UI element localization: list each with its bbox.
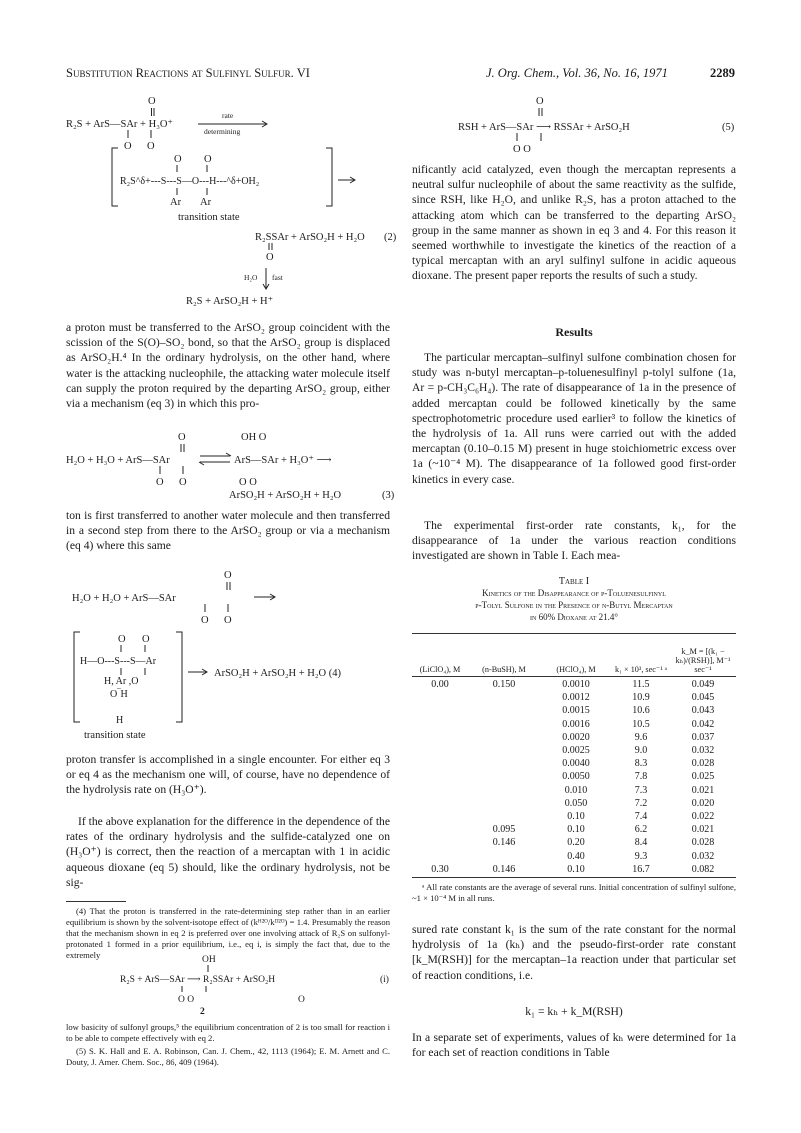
left-paragraph-3: proton transfer is accomplished in a single encounter. For either eq 3 or eq 4 as the mechanism one will, of course, have no dependence of the hydrolysis rate on (H₃O⁺). — [66, 753, 390, 797]
table-row — [412, 744, 736, 757]
ts1-body: R₂S^δ+---S---S—O---H---^δ+OH₂ — [120, 176, 260, 187]
equation-i-diagram — [66, 950, 390, 1016]
svg-text:O: O — [147, 141, 155, 152]
svg-text:O: O — [179, 477, 187, 488]
table-cell: 0.025 — [691, 771, 715, 783]
table-cell — [468, 691, 540, 704]
table-cell: 0.0050 — [562, 771, 590, 783]
svg-text:O: O — [174, 154, 182, 165]
table-cell: 0.082 — [691, 863, 715, 875]
table-cell: 0.146 — [492, 863, 516, 875]
svg-text:O: O — [201, 615, 209, 626]
table-row — [412, 691, 736, 704]
table-cell: 11.5 — [632, 679, 650, 691]
table-cell: 0.10 — [567, 863, 585, 875]
left-paragraph-1: a proton must be transferred to the ArSO₂ group coincident with the scission of the S(O)–SO₂ bond, so that the ArSO₂ group is displaced as ArSO₂H.⁴ In the ordinary hydrolysis, on the other hand, where water is the attacking nucleophile, the attacking water molecule itself can supply the proton required by the departing ArSO₂ group, either via a mechanism (eq 3) in which this pro- — [66, 321, 390, 411]
running-title: Substitution Reactions at Sulfinyl Sulfur. VI — [66, 66, 310, 80]
right-paragraph-4: sured rate constant k₁ is the sum of the rate constant for the normal hydrolysis of 1a (kₕ) and the pseudo-first-order rate constant [k_M(RSH)] for the mercaptan–1a reaction under that particular set of reaction conditions, i.e. — [412, 923, 736, 982]
table-cell: 10.6 — [632, 705, 650, 717]
table-cell: 0.032 — [691, 745, 715, 757]
footnote-4-continued: low basicity of sulfonyl groups,⁵ the equilibrium concentration of 2 is too small for reaction i to be able to compete effectively with eq 2. — [66, 1022, 390, 1043]
table-footnote: ᵃ All rate constants are the average of several runs. Initial concentration of sulfinyl sulfone, ~1 × 10⁻⁴ M in all runs. — [412, 882, 736, 903]
table-cell — [468, 797, 540, 810]
svg-text:RSH + ArS—SAr ⟶ RSSAr + ArSO₂H: RSH + ArS—SAr ⟶ RSSAr + ArSO₂H — [458, 122, 630, 133]
table-cell: 7.2 — [634, 797, 648, 809]
svg-text:H₂O + H₂O + ArS—SAr: H₂O + H₂O + ArS—SAr — [72, 593, 176, 604]
table-cell — [468, 784, 540, 797]
svg-text:O: O — [124, 141, 132, 152]
table-row — [412, 678, 736, 691]
table-cell — [412, 849, 468, 862]
svg-text:Ar: Ar — [200, 197, 212, 208]
svg-text:O: O — [224, 570, 232, 581]
table-cell — [412, 770, 468, 783]
svg-text:O: O — [156, 477, 164, 488]
svg-text:O O: O O — [239, 477, 257, 488]
table-cell: 0.095 — [492, 824, 516, 836]
table-cell: 0.0010 — [562, 679, 590, 691]
table-cell: 0.045 — [691, 692, 715, 704]
table-cell: 0.050 — [564, 797, 588, 809]
svg-text:O: O — [266, 252, 274, 263]
table-cell: 0.049 — [691, 679, 715, 691]
table-row — [412, 823, 736, 836]
table-cell: 0.0012 — [562, 692, 590, 704]
svg-text:R₂S + ArS—SAr ⟶ R₂SSAr + ArSO₂: R₂S + ArS—SAr ⟶ R₂SSAr + ArSO₂H — [120, 975, 276, 985]
svg-text:OH: OH — [202, 955, 216, 965]
table-cell: 0.028 — [691, 837, 715, 849]
table-cell — [468, 810, 540, 823]
table-cell: 0.40 — [567, 850, 585, 862]
svg-text:OH O: OH O — [241, 432, 267, 443]
table-cell: 0.032 — [691, 850, 715, 862]
equation-5-diagram — [412, 92, 746, 154]
equation-2-diagram — [66, 92, 400, 306]
table-cell: 0.022 — [691, 810, 715, 822]
table-row — [412, 731, 736, 744]
svg-text:H—O---S---S—Ar: H—O---S---S—Ar — [80, 656, 157, 667]
table-row — [412, 718, 736, 731]
table-cell — [468, 849, 540, 862]
table-cell: 10.9 — [632, 692, 650, 704]
table-cell: 9.3 — [634, 850, 648, 862]
svg-text:O: O — [118, 634, 126, 645]
table-cell: 0.10 — [567, 810, 585, 822]
table-row — [412, 784, 736, 797]
table-row — [412, 757, 736, 770]
svg-text:O O: O O — [513, 144, 531, 154]
table-cell: 0.0015 — [562, 705, 590, 717]
table-cell — [412, 797, 468, 810]
table-header-row: (LiClO₄), M (n-BuSH), M (HClO₄), M k₁ × 10³, sec⁻¹ ᵃ k_M = [(k₁ − kₕ)/(RSH)], M⁻¹ sec⁻¹ — [419, 647, 731, 674]
table-cell: 8.4 — [634, 837, 648, 849]
table-cell: 9.0 — [634, 745, 648, 757]
table-top-rule — [412, 633, 736, 634]
right-paragraph-2: The particular mercaptan–sulfinyl sulfone combination chosen for study was n-butyl mercaptan–p-toluenesulfinyl p-tolyl sulfone (1a, Ar = p-CH₃C₆H₄). The rate of disappearance of 1a in the presence of added mercaptan could be followed kinetically by the same spectrophotometric procedure used earlier³ to follow the kinetics of the hydrolysis of 1a. All runs were carried out with the added mercaptan (0.10–0.15 M) present in huge stoichiometric excess over 1a (~10⁻⁴ M). The disappearance of 1a followed good first-order kinetics in every case. — [412, 351, 736, 486]
table-caption: Table I Kinetics of the Disappearance of p-Toluenesulfinyl p-Tolyl Sulfone in the Presence of n-Butyl Mercaptan in 60% Dioxane at 21.4° — [475, 576, 673, 622]
table-cell: 9.6 — [634, 731, 648, 743]
table-cell — [468, 744, 540, 757]
table-cell: 8.3 — [634, 758, 648, 770]
table-cell — [412, 757, 468, 770]
svg-text:(3): (3) — [382, 490, 395, 500]
svg-text:H, Ar ,O: H, Ar ,O — [104, 676, 139, 687]
table-cell: 0.042 — [691, 718, 715, 730]
svg-text:H₂O: H₂O — [244, 273, 258, 282]
footnote-5: (5) S. K. Hall and E. A. Robinson, Can. J. Chem., 42, 1113 (1964); E. M. Arnett and C. Douty, J. Amer. Chem. Soc., 86, 409 (1964). — [66, 1046, 390, 1067]
table-cell: 0.0020 — [562, 731, 590, 743]
table-row — [412, 849, 736, 862]
table-row — [412, 770, 736, 783]
svg-text:O: O — [224, 615, 232, 626]
svg-text:(2): (2) — [384, 232, 397, 243]
table-cell: 16.7 — [632, 863, 650, 875]
table-cell — [412, 691, 468, 704]
table-cell: 0.00 — [431, 679, 449, 691]
table-cell: 0.010 — [564, 784, 588, 796]
table-cell — [412, 810, 468, 823]
table-row — [412, 797, 736, 810]
left-paragraph-2: ton is first transferred to another water molecule and then transferred in a second step from there to the ArSO₂ group or via a mechanism (eq 4) where this same — [66, 509, 390, 553]
table-cell: 7.3 — [634, 784, 648, 796]
results-heading: Results — [555, 325, 593, 339]
svg-text:O: O — [178, 432, 186, 443]
table-cell — [468, 731, 540, 744]
table-cell: 0.0016 — [562, 718, 590, 730]
table-cell: 0.20 — [567, 837, 585, 849]
table-cell — [468, 770, 540, 783]
table-cell: 0.028 — [691, 758, 715, 770]
table-row — [412, 836, 736, 849]
table-cell: 0.037 — [691, 731, 715, 743]
table-cell — [412, 704, 468, 717]
table-cell: 0.0040 — [562, 758, 590, 770]
table-cell — [412, 744, 468, 757]
table-cell: 0.020 — [691, 797, 715, 809]
left-paragraph-4: If the above explanation for the difference in the dependence of the rates of the ordinary hydrolysis and the sulfide-catalyzed one on (H₃O⁺) is correct, then the reaction of a mercaptan with 1 in acidic aqueous dioxane (eq 5) should, like the ordinary hydrolysis, not be sig- — [66, 815, 390, 889]
table-cell: 7.4 — [634, 810, 648, 822]
svg-text:ArS—SAr + H₃O⁺ ⟶: ArS—SAr + H₃O⁺ ⟶ — [234, 455, 332, 466]
table-cell: 10.5 — [632, 718, 650, 730]
table-cell — [468, 704, 540, 717]
table-cell — [412, 836, 468, 849]
table-row — [412, 704, 736, 717]
svg-text:Ar: Ar — [170, 197, 182, 208]
svg-text:(i): (i) — [380, 975, 389, 985]
right-paragraph-3: The experimental first-order rate constants, k₁, for the disappearance of 1a under the various reaction conditions investigated are shown in Table I. Each mea- — [412, 519, 736, 563]
table-cell: 0.043 — [691, 705, 715, 717]
equation-4-diagram — [66, 566, 400, 746]
svg-text:O: O — [536, 96, 544, 107]
table-cell — [468, 718, 540, 731]
equation-3-diagram — [66, 428, 400, 500]
footnote-divider — [66, 901, 390, 902]
svg-text:O: O — [204, 154, 212, 165]
table-cell: 0.021 — [691, 824, 715, 836]
table-cell: 0.0025 — [562, 745, 590, 757]
table-row — [412, 863, 736, 876]
footnote-4: (4) That the proton is transferred in the rate-determining step rather than in an earlier equilibrium is shown by the solvent-isotope effect of (kᴴ²ᴼ/kᴰ²ᴼ) = 1.4. Presumably the reason that the mechanism shown in eq 2 is preferred over one involving attack of R₂S on sulfonyl-protonated 1 formed in a prior equilibrium, i.e., eq i, is simply the fact that, due to the extremely — [66, 906, 390, 960]
table-cell: 0.150 — [492, 679, 516, 691]
eq2-reactants: R₂S + ArS—SAr + H₃O⁺ — [66, 119, 173, 130]
svg-text:O‾H: O‾H — [110, 689, 128, 700]
svg-text:ArSO₂H + ArSO₂H + H₂O (4): ArSO₂H + ArSO₂H + H₂O (4) — [214, 668, 341, 679]
eq2-arrow-top: rate — [222, 111, 234, 120]
svg-text:O: O — [142, 634, 150, 645]
svg-text:O: O — [298, 995, 305, 1005]
table-cell: 7.8 — [634, 771, 648, 783]
rate-equation: k₁ = kₕ + k_M(RSH) — [525, 1005, 623, 1018]
eq2-arrow-bottom: determining — [204, 127, 241, 136]
svg-text:H₂O + H₃O + ArS—SAr: H₂O + H₃O + ArS—SAr — [66, 455, 170, 466]
table-row — [412, 810, 736, 823]
svg-text:(5): (5) — [722, 122, 735, 133]
eq2-final: R₂S + ArSO₂H + H⁺ — [186, 296, 274, 306]
table-cell: 0.30 — [431, 863, 449, 875]
right-paragraph-5: In a separate set of experiments, values of kₕ were determined for 1a for each set of reaction conditions in Table — [412, 1031, 736, 1060]
kinetics-table — [412, 636, 736, 880]
table-cell: 0.10 — [567, 824, 585, 836]
svg-text:transition state: transition state — [84, 730, 146, 741]
eq2-products: R₂SSAr + ArSO₂H + H₂O — [255, 232, 365, 243]
table-cell — [412, 731, 468, 744]
table-cell — [412, 718, 468, 731]
journal-citation: J. Org. Chem., Vol. 36, No. 16, 1971 — [486, 66, 668, 80]
ts-label: transition state — [178, 212, 240, 223]
svg-text:O O: O O — [178, 995, 195, 1005]
right-paragraph-1: nificantly acid catalyzed, even though the mercaptan represents a neutral sulfur nucleophile of about the same reactivity as the sulfide, since RSH, like H₂O, and unlike R₂S, has a proton attached to the attacking atom which can be transferred to the departing ArSO₂ group in the same manner as shown in eq 3 and 4. For this reason it seemed worthwhile to investigate the kinetics of the reaction of a typical mercaptan with an aryl sulfinyl sulfone in acidic aqueous dioxane. The present paper reports the results of such a study. — [412, 163, 736, 283]
table-cell: 0.021 — [691, 784, 715, 796]
table-cell: 6.2 — [634, 824, 648, 836]
table-cell: 0.146 — [492, 837, 516, 849]
svg-text:ArSO₂H + ArSO₂H + H₂O: ArSO₂H + ArSO₂H + H₂O — [229, 490, 342, 500]
svg-text:H: H — [116, 715, 124, 726]
table-cell — [468, 757, 540, 770]
oxygen-label: O — [148, 96, 156, 107]
page-number: 2289 — [710, 66, 735, 80]
table-cell — [412, 784, 468, 797]
table-cell — [412, 823, 468, 836]
svg-text:2: 2 — [200, 1007, 205, 1016]
svg-text:fast: fast — [272, 273, 283, 282]
